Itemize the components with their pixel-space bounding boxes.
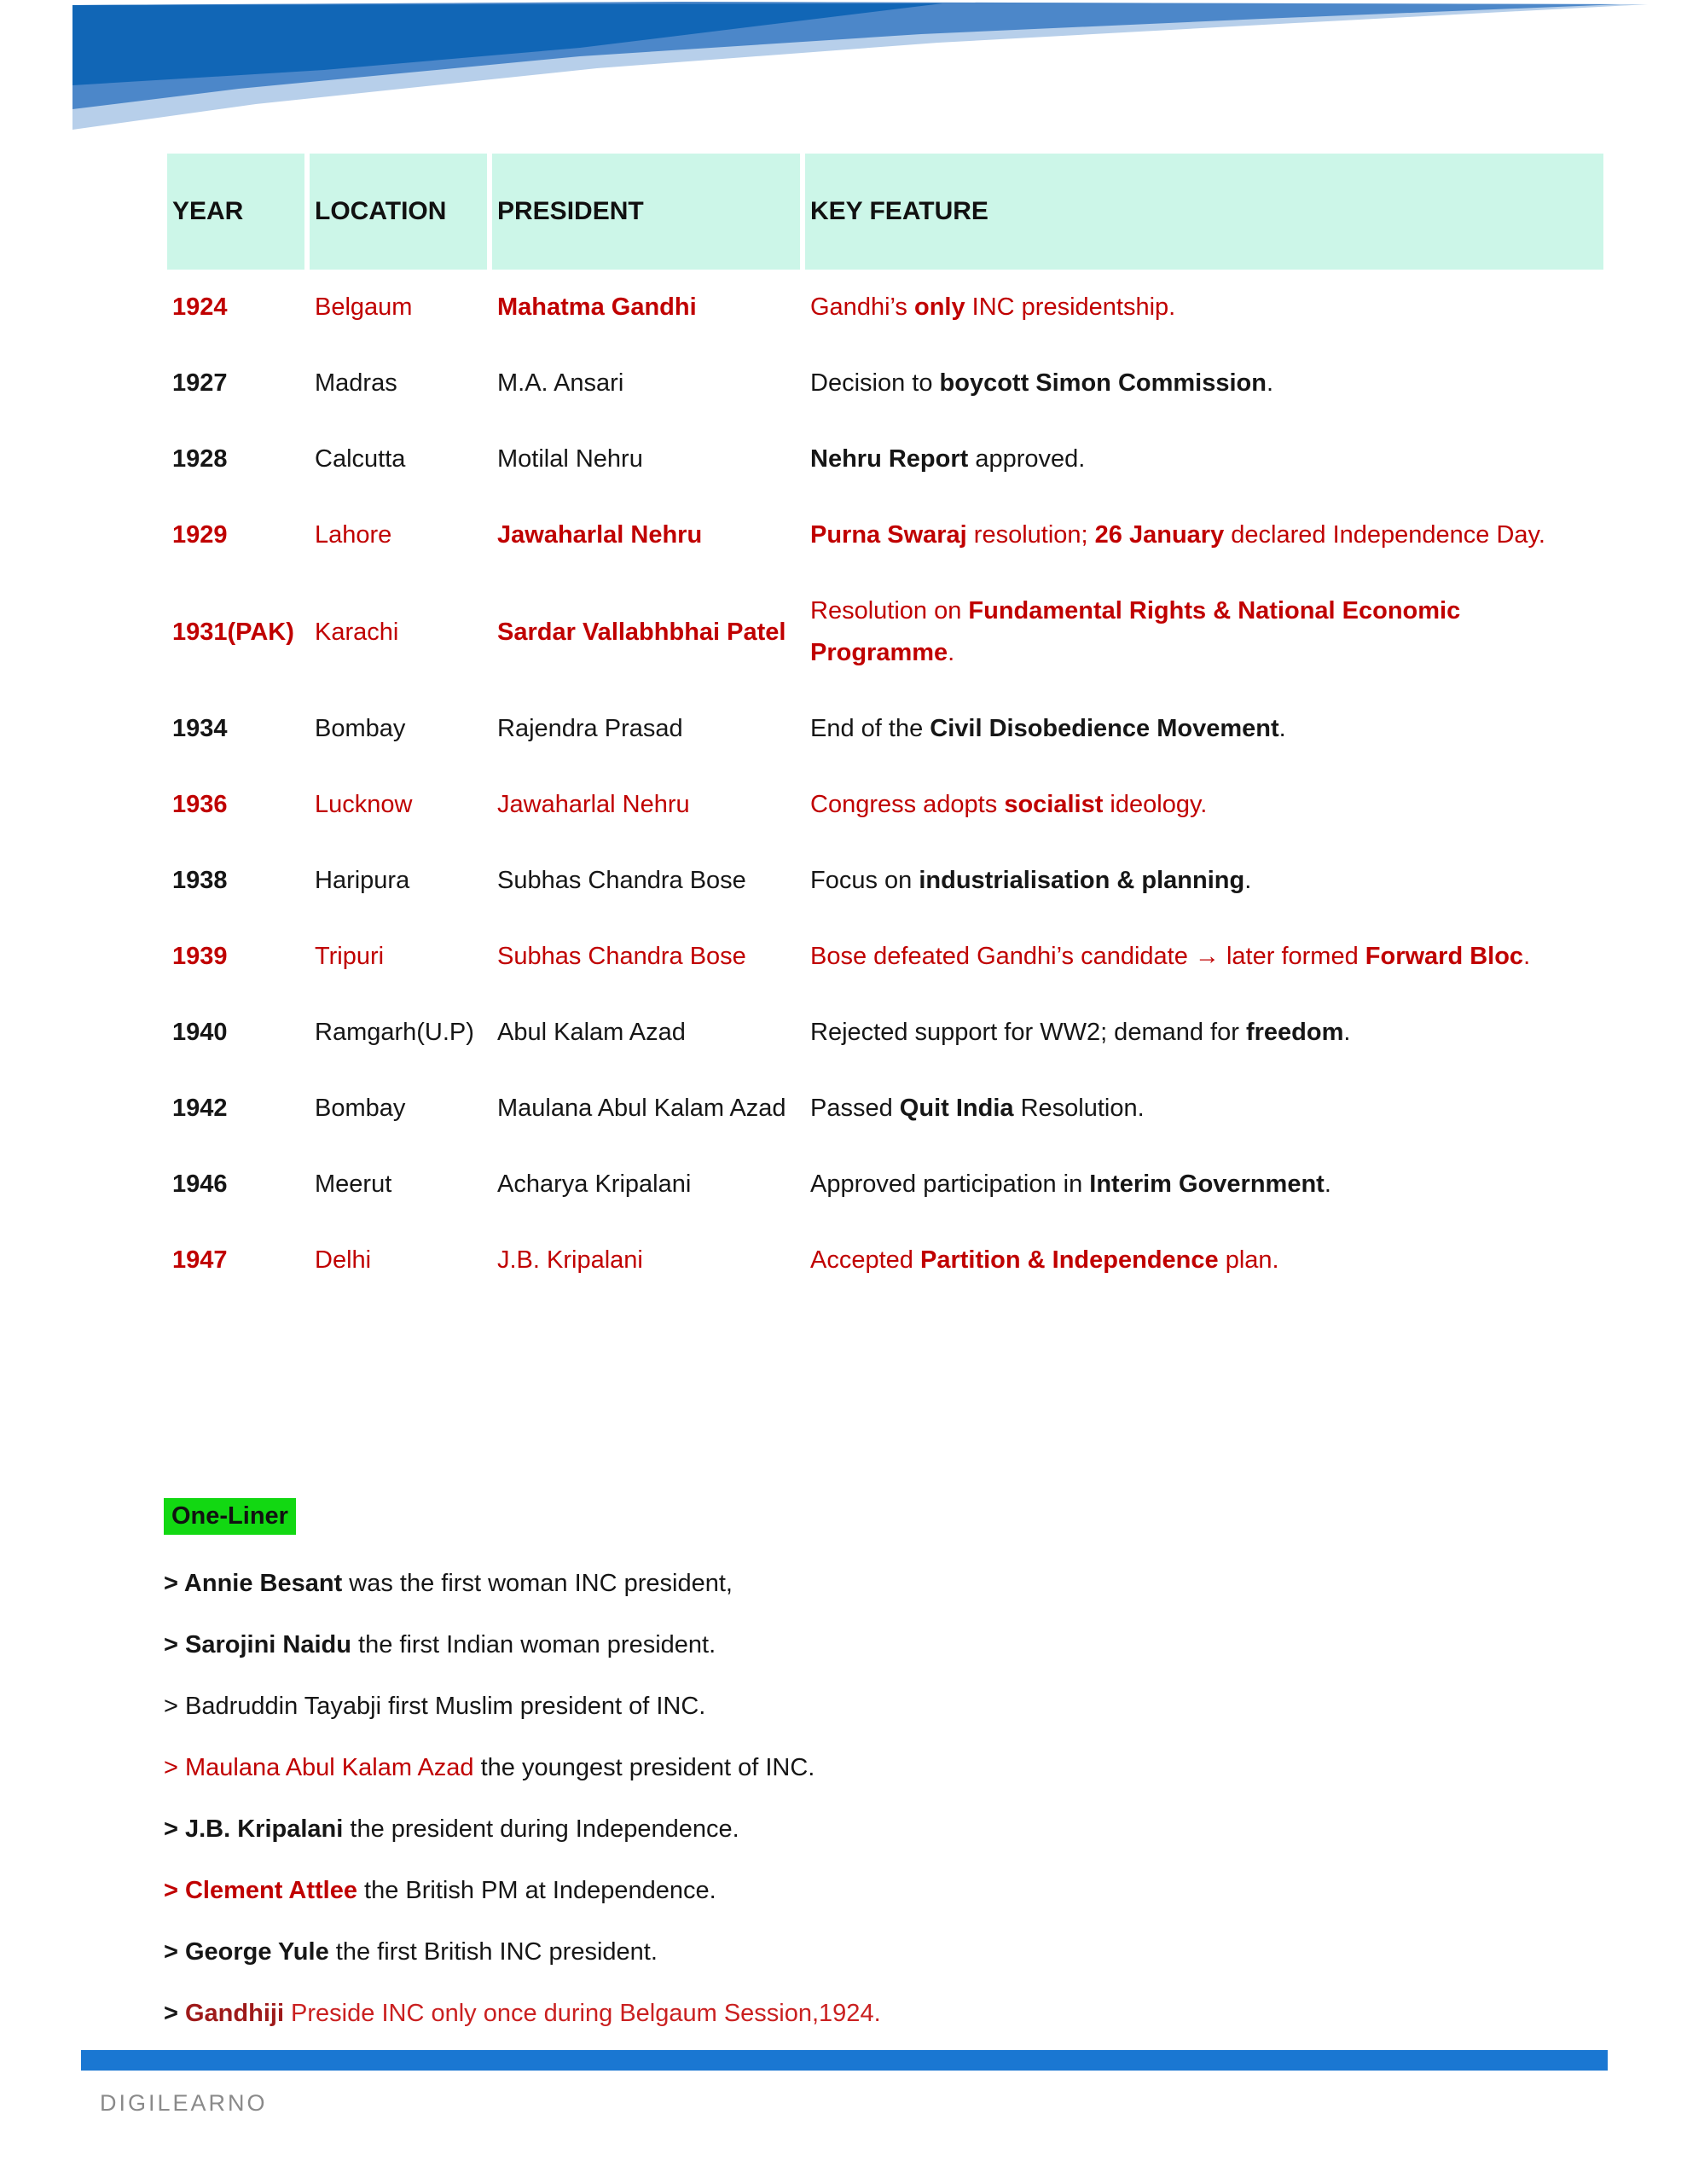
text-segment: Resolution on — [810, 597, 969, 624]
cell-key-feature — [805, 995, 1603, 1071]
text-segment: > George Yule — [164, 1938, 329, 1966]
text-segment: boycott Simon Commission — [939, 369, 1267, 397]
cell-location — [310, 995, 487, 1071]
text-segment: > J.B. Kripalani — [164, 1815, 344, 1843]
one-liner-item — [164, 1630, 1605, 1660]
cell-year — [167, 691, 304, 767]
one-liner-item — [164, 1876, 1605, 1906]
cell-key-feature — [805, 843, 1603, 919]
text-segment: 1931(PAK) — [172, 618, 294, 646]
text-segment: socialist — [1004, 791, 1104, 818]
text-segment: 1939 — [172, 943, 228, 970]
text-segment: the president during Independence. — [343, 1815, 739, 1843]
text-segment: the first Indian woman president. — [351, 1631, 716, 1658]
cell-key-feature — [805, 767, 1603, 843]
cell-location — [310, 1223, 487, 1298]
text-segment: Gandhi’s — [810, 293, 914, 321]
cell-key-feature — [805, 1223, 1603, 1298]
text-segment: 1928 — [172, 445, 228, 473]
text-segment: J.B. Kripalani — [497, 1246, 643, 1274]
cell-president — [492, 497, 800, 573]
column-header-key-feature: KEY FEATURE — [805, 154, 1603, 270]
text-segment: Nehru Report — [810, 445, 969, 473]
text-segment: Forward Bloc — [1365, 943, 1524, 970]
text-segment: the youngest president of INC. — [473, 1754, 815, 1781]
text-segment: Tripuri — [315, 943, 385, 970]
text-segment: industrialisation & planning — [919, 867, 1245, 894]
cell-location — [310, 1071, 487, 1147]
text-segment: . — [1278, 715, 1286, 742]
text-segment: > Maulana Abul Kalam Azad — [164, 1754, 474, 1781]
text-segment: > Clement Attlee — [164, 1877, 357, 1904]
cell-president — [492, 995, 800, 1071]
text-segment: Resolution. — [1013, 1095, 1145, 1122]
text-segment: Congress adopts — [810, 791, 1005, 818]
cell-location — [310, 767, 487, 843]
text-segment: Meerut — [315, 1170, 392, 1198]
cell-year — [167, 346, 304, 421]
cell-year — [167, 421, 304, 497]
cell-year — [167, 995, 304, 1071]
text-segment: Partition & Independence — [919, 1246, 1219, 1274]
header-ribbon — [0, 0, 1687, 145]
text-segment: Lucknow — [315, 791, 413, 818]
text-segment: Passed — [810, 1095, 900, 1122]
text-segment: Accepted — [810, 1246, 920, 1274]
text-segment: approved. — [968, 445, 1086, 473]
text-segment: Rejected support for WW2; demand for — [810, 1019, 1246, 1046]
text-segment: > Annie Besant — [164, 1570, 343, 1597]
cell-president — [492, 843, 800, 919]
text-segment: Madras — [315, 369, 397, 397]
one-liner-item — [164, 1753, 1605, 1783]
text-segment: Bombay — [315, 715, 406, 742]
cell-location — [310, 270, 487, 346]
cell-location — [310, 346, 487, 421]
text-segment: freedom — [1245, 1019, 1344, 1046]
table-row — [167, 1147, 1603, 1223]
text-segment: Jawaharlal Nehru — [497, 791, 690, 818]
text-segment: only — [914, 293, 965, 321]
cell-year — [167, 1147, 304, 1223]
text-segment: Karachi — [315, 618, 399, 646]
text-segment: Decision to — [810, 369, 940, 397]
cell-year — [167, 573, 304, 691]
text-segment: ideology. — [1103, 791, 1208, 818]
table-row — [167, 421, 1603, 497]
cell-president — [492, 421, 800, 497]
text-segment: 1946 — [172, 1170, 228, 1198]
column-header-president: PRESIDENT — [492, 154, 800, 270]
cell-key-feature — [805, 270, 1603, 346]
one-liner-item — [164, 1937, 1605, 1967]
text-segment: Focus on — [810, 867, 919, 894]
text-segment: Delhi — [315, 1246, 372, 1274]
text-segment: the British PM at Independence. — [357, 1877, 716, 1904]
text-segment: was the first woman INC president, — [342, 1570, 733, 1597]
cell-president — [492, 1223, 800, 1298]
text-segment: 1938 — [172, 867, 228, 894]
text-segment: Approved participation in — [810, 1170, 1090, 1198]
one-liner-list — [164, 1569, 1605, 2029]
cell-president — [492, 1147, 800, 1223]
cell-location — [310, 919, 487, 995]
table-header-row — [167, 154, 1603, 270]
text-segment: Gandhiji — [185, 2000, 284, 2027]
cell-location — [310, 843, 487, 919]
text-segment: 26 January — [1094, 521, 1225, 549]
cell-president — [492, 270, 800, 346]
inc-sessions-table — [162, 154, 1609, 1298]
text-segment: Subhas Chandra Bose — [497, 867, 746, 894]
footer-divider-bar — [81, 2050, 1608, 2071]
text-segment: Abul Kalam Azad — [497, 1019, 686, 1046]
cell-location — [310, 421, 487, 497]
text-segment: > Sarojini Naidu — [164, 1631, 351, 1658]
table-row — [167, 995, 1603, 1071]
text-segment: Jawaharlal Nehru — [497, 521, 703, 549]
cell-location — [310, 573, 487, 691]
cell-key-feature — [805, 497, 1603, 573]
text-segment: Subhas Chandra Bose — [497, 943, 746, 970]
brand-watermark: DIGILEARNO — [100, 2090, 268, 2116]
text-segment: Bombay — [315, 1095, 406, 1122]
cell-key-feature — [805, 346, 1603, 421]
cell-year — [167, 270, 304, 346]
text-segment: Sardar Vallabhbhai Patel — [497, 618, 786, 646]
text-segment: Quit India — [899, 1095, 1014, 1122]
cell-year — [167, 919, 304, 995]
text-segment: Bose defeated Gandhi’s candidate → later formed — [810, 943, 1365, 970]
text-segment: Interim Government — [1089, 1170, 1325, 1198]
table-row — [167, 1223, 1603, 1298]
text-segment: Fundamental Rights & National Economic Programme — [810, 597, 1461, 666]
cell-key-feature — [805, 1071, 1603, 1147]
one-liner-item — [164, 1815, 1605, 1844]
text-segment: Mahatma Gandhi — [497, 293, 697, 321]
text-segment: . — [948, 639, 955, 666]
text-segment: . — [1523, 943, 1531, 970]
cell-year — [167, 1223, 304, 1298]
text-segment: INC presidentship. — [965, 293, 1176, 321]
cell-president — [492, 919, 800, 995]
cell-key-feature — [805, 691, 1603, 767]
cell-president — [492, 573, 800, 691]
text-segment: 1927 — [172, 369, 228, 397]
text-segment: Belgaum — [315, 293, 413, 321]
text-segment: 1942 — [172, 1095, 228, 1122]
cell-location — [310, 691, 487, 767]
text-segment: 1934 — [172, 715, 228, 742]
text-segment: Ramgarh(U.P) — [315, 1019, 474, 1046]
one-liner-item — [164, 1692, 1605, 1722]
table-row — [167, 843, 1603, 919]
cell-year — [167, 1071, 304, 1147]
table-row — [167, 573, 1603, 691]
cell-key-feature — [805, 573, 1603, 691]
table-row — [167, 919, 1603, 995]
column-header-year: YEAR — [167, 154, 304, 270]
text-segment: M.A. Ansari — [497, 369, 624, 397]
text-segment: the first British INC president. — [328, 1938, 658, 1966]
cell-president — [492, 1071, 800, 1147]
table-row — [167, 691, 1603, 767]
text-segment: 1936 — [172, 791, 228, 818]
text-segment: Acharya Kripalani — [497, 1170, 692, 1198]
text-segment: Lahore — [315, 521, 392, 549]
one-liner-section — [164, 1498, 1605, 2060]
text-segment: Civil Disobedience Movement — [930, 715, 1279, 742]
text-segment: End of the — [810, 715, 930, 742]
table-row — [167, 1071, 1603, 1147]
cell-year — [167, 843, 304, 919]
text-segment: Maulana Abul Kalam Azad — [497, 1095, 786, 1122]
text-segment: > — [164, 2000, 185, 2027]
text-segment: Motilal Nehru — [497, 445, 643, 473]
text-segment: declared Independence Day. — [1224, 521, 1545, 549]
text-segment: 1947 — [172, 1246, 228, 1274]
table-row — [167, 497, 1603, 573]
text-segment: 1924 — [172, 293, 228, 321]
text-segment: . — [1324, 1170, 1331, 1198]
text-segment: Calcutta — [315, 445, 406, 473]
text-segment: Haripura — [315, 867, 410, 894]
cell-president — [492, 691, 800, 767]
cell-key-feature — [805, 1147, 1603, 1223]
table-row — [167, 346, 1603, 421]
text-segment: 1940 — [172, 1019, 228, 1046]
text-segment: . — [1343, 1019, 1351, 1046]
text-segment: > Badruddin Tayabji first Muslim president of INC. — [164, 1693, 706, 1720]
cell-year — [167, 497, 304, 573]
table-row — [167, 767, 1603, 843]
text-segment: Preside INC only once during Belgaum Session,1924. — [284, 2000, 881, 2027]
cell-key-feature — [805, 421, 1603, 497]
column-header-location: LOCATION — [310, 154, 487, 270]
one-liner-heading: One-Liner — [164, 1498, 296, 1535]
cell-key-feature — [805, 919, 1603, 995]
text-segment: Rajendra Prasad — [497, 715, 683, 742]
cell-location — [310, 1147, 487, 1223]
cell-location — [310, 497, 487, 573]
text-segment: . — [1267, 369, 1274, 397]
one-liner-item — [164, 1999, 1605, 2029]
table-row — [167, 270, 1603, 346]
text-segment: . — [1244, 867, 1252, 894]
text-segment: Purna Swaraj — [810, 521, 967, 549]
text-segment: resolution; — [966, 521, 1095, 549]
cell-president — [492, 767, 800, 843]
one-liner-item — [164, 1569, 1605, 1599]
cell-year — [167, 767, 304, 843]
cell-president — [492, 346, 800, 421]
text-segment: plan. — [1218, 1246, 1279, 1274]
text-segment: 1929 — [172, 521, 228, 549]
